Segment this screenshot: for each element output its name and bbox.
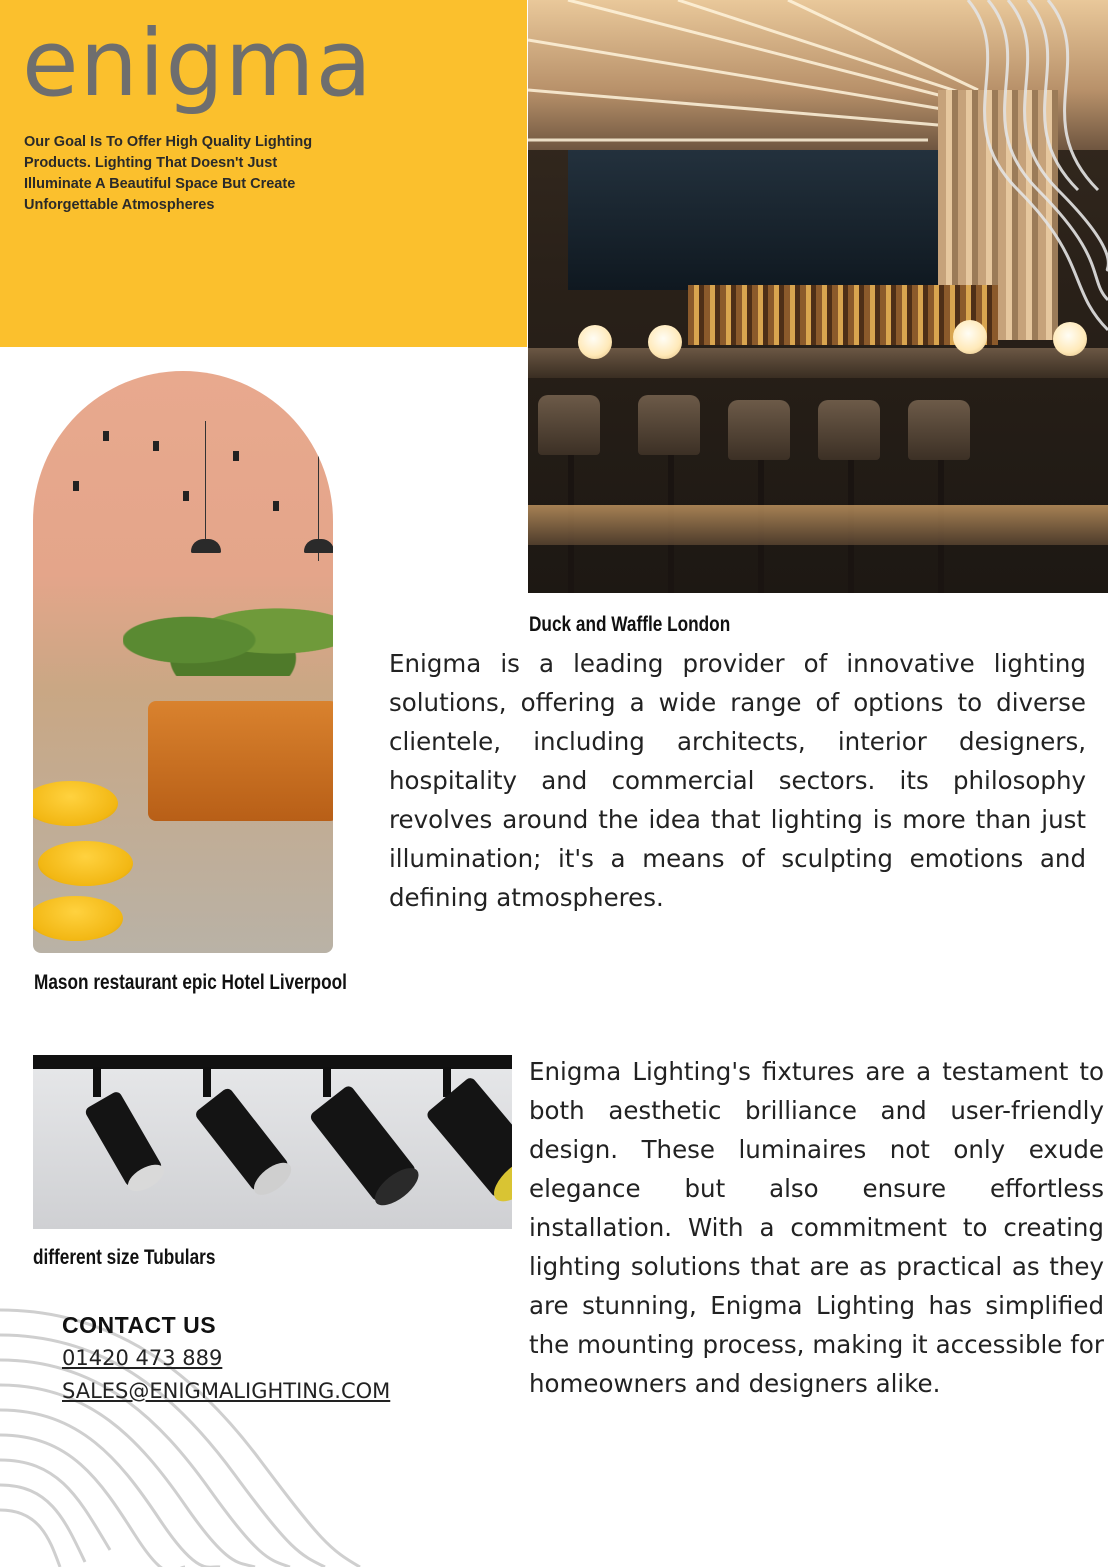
- fixtures-paragraph: Enigma Lighting's fixtures are a testament to both aesthetic brilliance and user-friendly design. These luminaires not only exude elegance but also ensure effortless installation. With a commitment to creating lighting solutions that are as practical as they are stunning, Enigma Lighting has simplified the mounting process, making it accessible for homeowners and designers alike.: [529, 1057, 1104, 1398]
- contact-phone-link[interactable]: 01420 473 889: [62, 1346, 223, 1370]
- ceiling-spot: [73, 481, 79, 491]
- ceiling-spot: [183, 491, 189, 501]
- yellow-pouf: [33, 896, 123, 941]
- bar-stool: [908, 400, 970, 460]
- restaurant-caption: Mason restaurant epic Hotel Liverpool: [34, 971, 347, 994]
- globe-lamp: [578, 325, 612, 359]
- pendant-lamp: [191, 539, 221, 553]
- contact-title: CONTACT US: [62, 1312, 217, 1338]
- brand-logo: enigma: [22, 10, 373, 117]
- restaurant-photo: [33, 371, 333, 953]
- ceiling-spot: [233, 451, 239, 461]
- pendant-lamp: [304, 539, 333, 553]
- decorative-wave-lines: [908, 0, 1108, 340]
- globe-lamp: [648, 325, 682, 359]
- yellow-pouf: [33, 781, 118, 826]
- spotlights-photo: [33, 1055, 512, 1229]
- bar-counter: [528, 348, 1108, 378]
- bar-stool: [728, 400, 790, 460]
- spotlights-caption: different size Tubulars: [33, 1246, 216, 1269]
- intro-paragraph: Enigma is a leading provider of innovative lighting solutions, offering a wide range of options to diverse clientele, including architects, interior designers, hospitality and commercial sectors. its philosophy revolves around the idea that lighting is more than just illumination; it's a means of sculpting emotions and defining atmospheres.: [389, 649, 1086, 912]
- track-spotlights: [33, 1055, 512, 1229]
- contact-email-link[interactable]: SALES@ENIGMALIGHTING.COM: [62, 1379, 391, 1403]
- counter-glow: [528, 505, 1108, 545]
- orange-sofa: [148, 701, 333, 821]
- pendant-wire: [205, 421, 206, 541]
- ceiling-spot: [103, 431, 109, 441]
- yellow-pouf: [38, 841, 133, 886]
- hanging-plants: [123, 586, 333, 676]
- ceiling-spot: [273, 501, 279, 511]
- bar-stool: [818, 400, 880, 460]
- bar-stool: [538, 395, 600, 455]
- ceiling-spot: [153, 441, 159, 451]
- bar-photo: [528, 0, 1108, 593]
- bar-caption: Duck and Waffle London: [529, 613, 731, 636]
- brand-tagline: Our Goal Is To Offer High Quality Lighting Products. Lighting That Doesn't Just Illuminate A Beautiful Space But Create Unforgettable Atmospheres: [24, 134, 313, 213]
- bar-stool: [638, 395, 700, 455]
